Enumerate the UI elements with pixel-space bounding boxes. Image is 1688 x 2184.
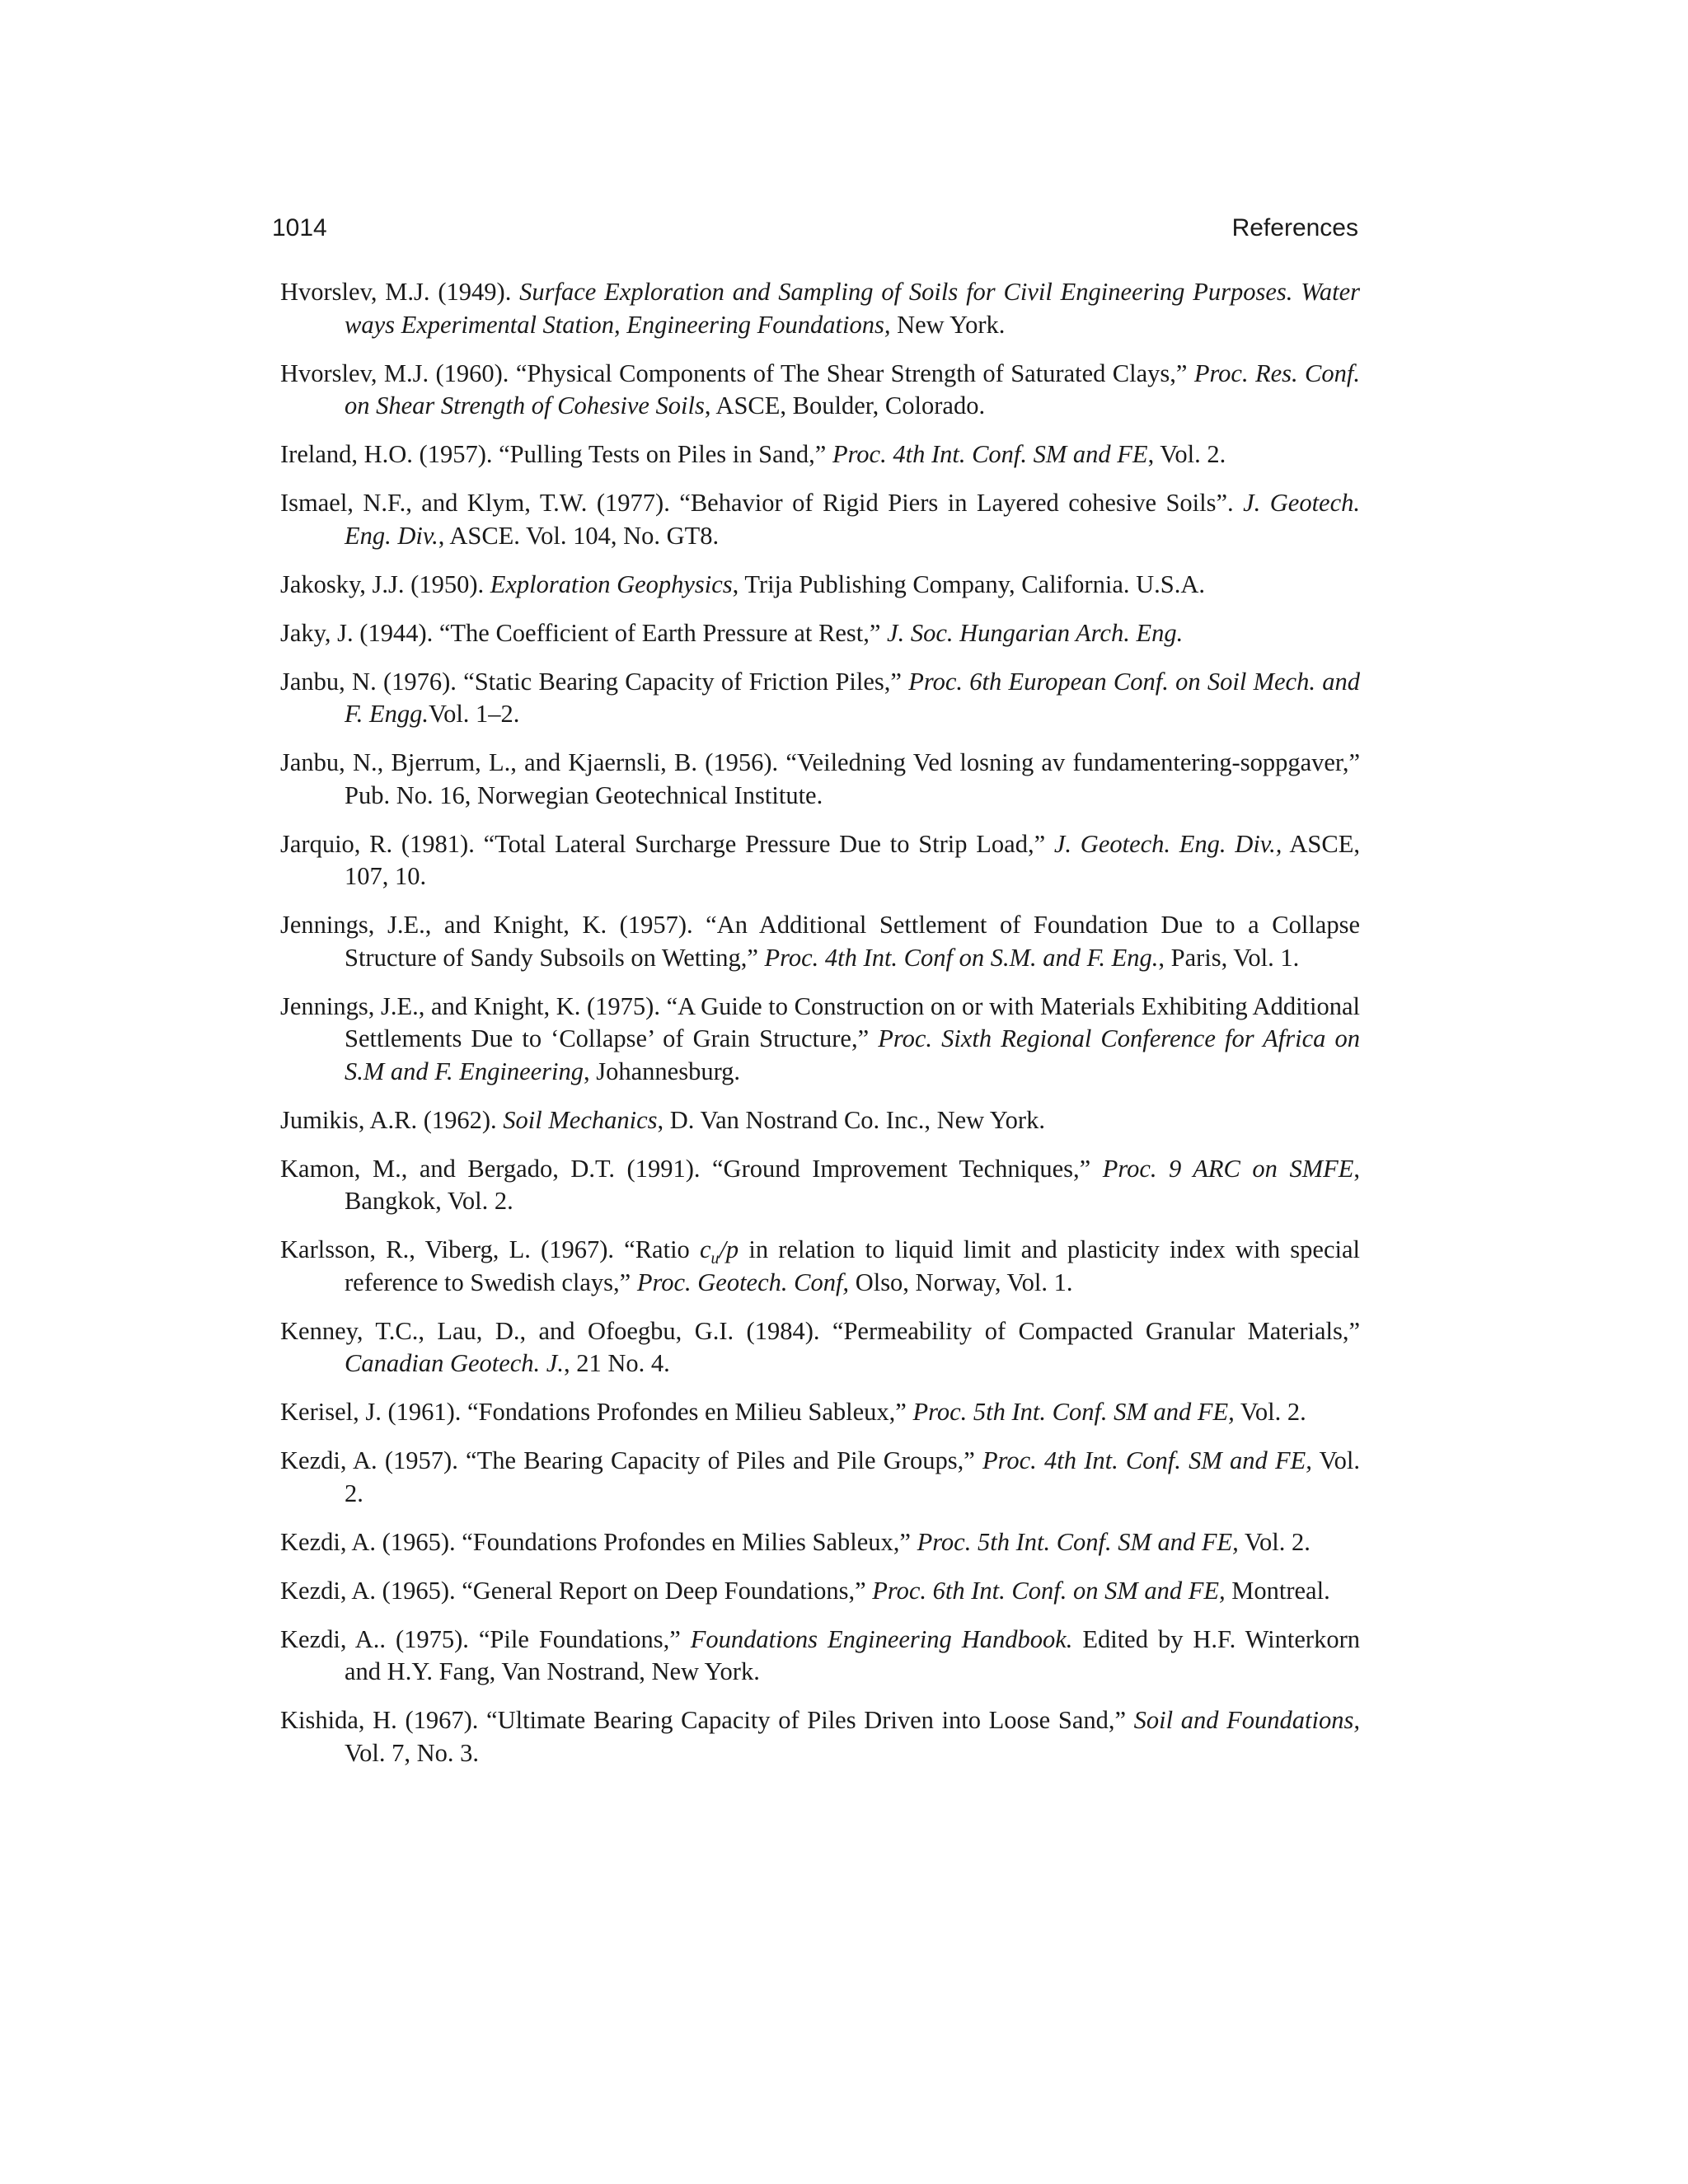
page-header <box>272 208 1358 249</box>
reference-entry <box>280 1704 1360 1769</box>
reference-text: , D. Van Nostrand Co. Inc., New York. <box>657 1105 1045 1134</box>
reference-title-text: Foundations Engineering Handbook. <box>690 1624 1073 1653</box>
reference-title-text: Proc. 4th Int. Conf on S.M. and F. Eng. <box>764 943 1159 972</box>
reference-entry <box>280 747 1360 812</box>
reference-entry <box>280 1445 1360 1510</box>
reference-text: , Paris, Vol. 1. <box>1158 943 1300 972</box>
reference-title-text: Proc. Sixth Regional Conference for Africa on S.M and F. Engineering <box>345 1024 1360 1085</box>
reference-entry <box>280 1624 1360 1689</box>
reference-text: , ASCE, Boulder, Colorado. <box>704 391 986 419</box>
reference-title-text: Proc. 6th European Conf. on Soil Mech. and F. Engg. <box>345 667 1360 728</box>
reference-text: Janbu, N. (1976). “Static Bearing Capacity of Friction Piles,” <box>280 667 909 696</box>
reference-text: Hvorslev, M.J. (1960). “Physical Components of The Shear Strength of Saturated Clays,” <box>280 359 1194 387</box>
reference-title-text: Proc. 4th Int. Conf. SM and FE, <box>982 1446 1312 1474</box>
reference-entry <box>280 828 1360 893</box>
reference-text: Hvorslev, M.J. (1949). <box>280 278 520 306</box>
reference-text: Jennings, J.E., and Knight, K. (1975). “A Guide to Construction on or with Materials Exhibiting Additional Settlements Due to ‘Collapse’ of Grain Structure,” <box>280 991 1360 1052</box>
reference-text: , 21 No. 4. <box>563 1349 670 1377</box>
reference-text: New York. <box>890 310 1006 339</box>
reference-entry <box>280 909 1360 974</box>
reference-entry <box>280 438 1360 471</box>
reference-text: Vol. 2. <box>345 1446 1360 1507</box>
reference-entry <box>280 569 1360 602</box>
reference-title-text: Proc. 5th Int. Conf. SM and FE, <box>917 1527 1239 1556</box>
reference-text: Kenney, T.C., Lau, D., and Ofoegbu, G.I. (1984). “Permeability of Compacted Granular Materials,” <box>280 1316 1360 1345</box>
reference-text: , Trija Publishing Company, California. U.S.A. <box>732 569 1205 598</box>
reference-text: Jarquio, R. (1981). “Total Lateral Surcharge Pressure Due to Strip Load,” <box>280 829 1054 858</box>
running-head: References <box>1231 214 1358 241</box>
reference-title-text: Proc. 4th Int. Conf. SM and FE <box>832 440 1148 468</box>
reference-title-text: J. Geotech. Eng. Div., <box>1053 829 1282 858</box>
reference-entry <box>280 487 1360 552</box>
reference-text: Olso, Norway, Vol. 1. <box>849 1268 1073 1296</box>
reference-text: Kezdi, A. (1965). “General Report on Deep Foundations,” <box>280 1576 873 1605</box>
reference-text: , Vol. 2. <box>1147 440 1226 468</box>
reference-title-text: Exploration Geophysics <box>490 569 733 598</box>
reference-title-text: /p <box>719 1235 739 1263</box>
reference-title-text: J. Geotech. Eng. Div. <box>345 489 1360 550</box>
reference-title-text: c <box>699 1235 711 1263</box>
reference-text: Kezdi, A.. (1975). “Pile Foundations,” <box>280 1624 691 1653</box>
reference-title-text: Proc. 9 ARC on SMFE <box>1102 1154 1354 1183</box>
reference-text: Janbu, N., Bjerrum, L., and Kjaernsli, B. (1956). “Veiledning Ved losning av fundamentering-soppgaver,” Pub. No. 16, Norwegian Geotechnical Institute. <box>280 748 1360 809</box>
reference-entry <box>280 1396 1360 1429</box>
reference-text: Kezdi, A. (1965). “Foundations Profondes en Milies Sableux,” <box>280 1527 917 1556</box>
reference-text: Vol. 2. <box>1238 1527 1311 1556</box>
reference-entry <box>280 1234 1360 1299</box>
reference-entry <box>280 1315 1360 1380</box>
reference-text: Edited by H.F. Winterkorn and H.Y. Fang, Van Nostrand, New York. <box>345 1624 1360 1685</box>
page-number: 1014 <box>272 214 327 241</box>
reference-text: Vol. 2. <box>1234 1398 1306 1426</box>
reference-text: Kishida, H. (1967). “Ultimate Bearing Capacity of Piles Driven into Loose Sand,” <box>280 1706 1134 1734</box>
reference-text: Montreal. <box>1225 1576 1330 1605</box>
reference-text: Kamon, M., and Bergado, D.T. (1991). “Ground Improvement Techniques,” <box>280 1154 1103 1183</box>
reference-text: Ireland, H.O. (1957). “Pulling Tests on Piles in Sand,” <box>280 440 832 468</box>
reference-text: Jakosky, J.J. (1950). <box>280 569 490 598</box>
reference-entry <box>280 358 1360 423</box>
reference-text: Jennings, J.E., and Knight, K. (1957). “An Additional Settlement of Foundation Due to a Collapse Structure of Sandy Subsoils on Wetting,” <box>280 911 1360 972</box>
reference-text: Jumikis, A.R. (1962). <box>280 1105 504 1134</box>
reference-list <box>280 276 1360 1786</box>
reference-text: ASCE, 107, 10. <box>345 829 1360 890</box>
reference-title-text: Proc. Res. Conf. on Shear Strength of Cohesive Soils <box>345 359 1360 419</box>
reference-title-text: Proc. Geotech. Conf, <box>636 1268 850 1296</box>
reference-title-text: Proc. 6th Int. Conf. on SM and FE, <box>872 1576 1226 1605</box>
reference-text: , Bangkok, Vol. 2. <box>345 1154 1360 1215</box>
reference-title-text: u <box>710 1249 720 1268</box>
reference-entry <box>280 1153 1360 1218</box>
reference-entry <box>280 1575 1360 1608</box>
reference-title-text: Canadian Geotech. J. <box>345 1349 564 1377</box>
reference-title-text: Surface Exploration and Sampling of Soils for Civil Engineering Purposes. Water ways Experimental Station, Engineering Foundations, <box>345 278 1360 339</box>
reference-entry <box>280 1104 1360 1137</box>
reference-text: Vol. 7, No. 3. <box>345 1738 479 1767</box>
reference-text: , Johannesburg. <box>584 1057 741 1085</box>
reference-title-text: J. Soc. Hungarian Arch. Eng. <box>887 618 1184 647</box>
reference-title-text: Soil Mechanics <box>503 1105 658 1134</box>
reference-entry <box>280 666 1360 731</box>
reference-text: Kezdi, A. (1957). “The Bearing Capacity of Piles and Pile Groups,” <box>280 1446 982 1474</box>
reference-entry <box>280 1526 1360 1559</box>
reference-text: Ismael, N.F., and Klym, T.W. (1977). “Behavior of Rigid Piers in Layered cohesive Soils”. <box>280 489 1244 517</box>
reference-text: , ASCE. Vol. 104, No. GT8. <box>438 521 720 550</box>
reference-text: Kerisel, J. (1961). “Fondations Profondes en Milieu Sableux,” <box>280 1398 913 1426</box>
reference-title-text: Soil and Foundations, <box>1133 1706 1360 1734</box>
reference-text: Vol. 1–2. <box>428 700 520 728</box>
reference-entry <box>280 276 1360 341</box>
reference-entry <box>280 991 1360 1089</box>
reference-entry <box>280 617 1360 650</box>
reference-title-text: Proc. 5th Int. Conf. SM and FE, <box>912 1398 1235 1426</box>
reference-text: Jaky, J. (1944). “The Coefficient of Earth Pressure at Rest,” <box>280 618 888 647</box>
reference-text: Karlsson, R., Viberg, L. (1967). “Ratio <box>280 1235 700 1263</box>
reference-text: in relation to liquid limit and plasticity index with special reference to Swedish clays,” <box>345 1235 1360 1296</box>
